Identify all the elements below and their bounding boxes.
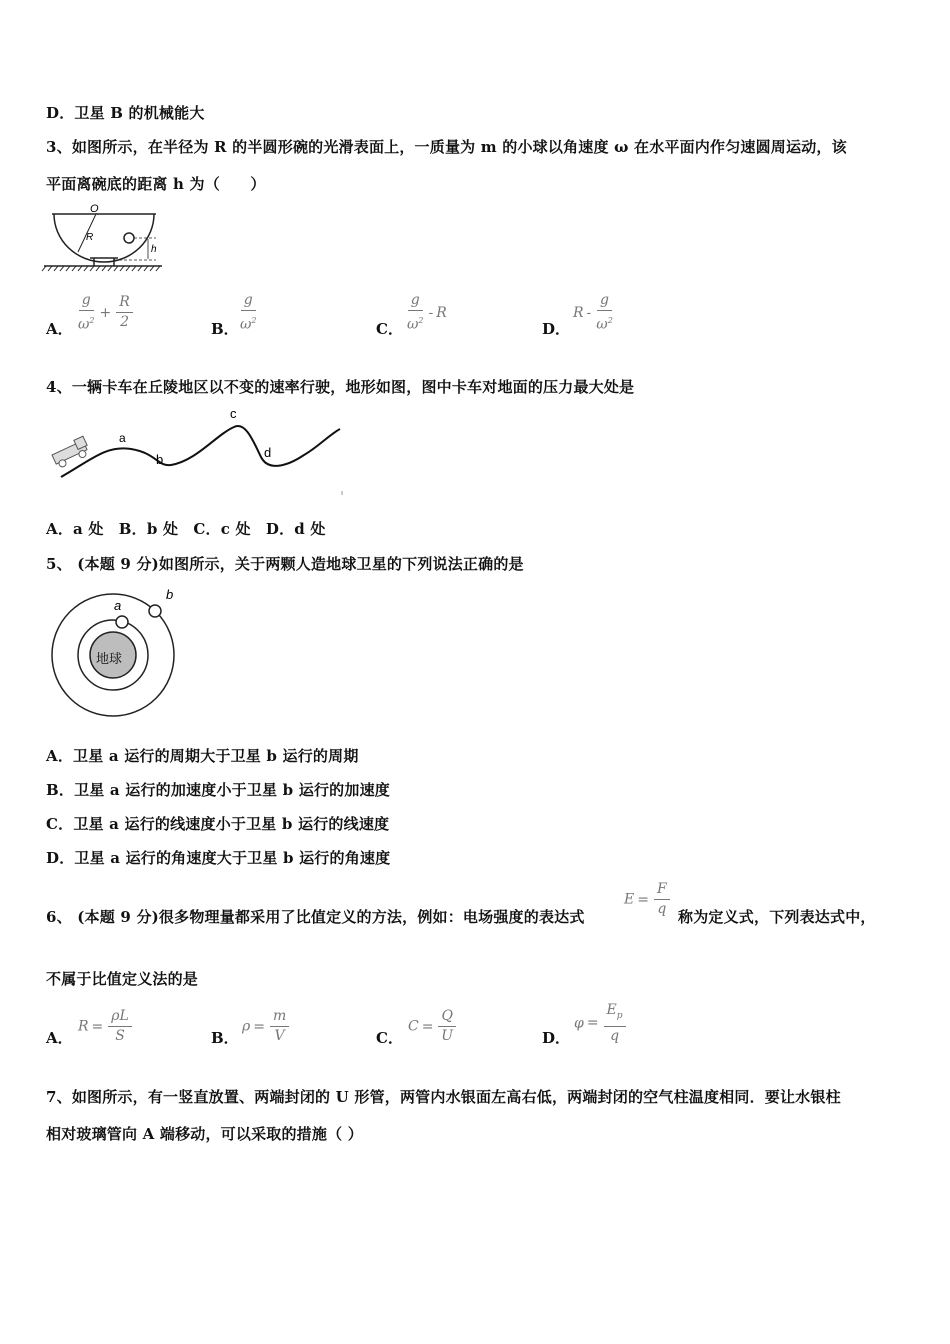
q5-stem: 5、 (本题 9 分)如图所示，关于两颗人造地球卫星的下列说法正确的是 [46, 555, 524, 573]
ball [124, 233, 134, 243]
satellite-a-label: a [114, 598, 122, 613]
truck [50, 436, 91, 469]
q5-option-a: A．卫星 a 运行的周期大于卫星 b 运行的周期 [46, 747, 359, 765]
terrain-label-d: d [264, 445, 272, 460]
q6-stem-after: 称为定义式，下列表达式中， [678, 908, 876, 926]
q5-option-d: D．卫星 a 运行的角速度大于卫星 b 运行的角速度 [46, 849, 391, 867]
q6-option-c-label: C． [376, 1029, 403, 1047]
q3-option-b-label: B． [211, 320, 239, 338]
q5-orbit-figure [46, 585, 186, 720]
earth-label: 地球 [96, 651, 123, 666]
q3-option-d-formula: R - $\frac{g}{\omega^2}$ [573, 292, 613, 333]
q4-terrain-figure [46, 405, 346, 500]
q3-stem-line1: 3、如图所示，在半径为 R 的半圆形碗的光滑表面上，一质量为 m 的小球以角速度 ω 在水平面内作匀速圆周运动，该 [46, 138, 847, 156]
q6-stem-line2: 不属于比值定义法的是 [46, 970, 199, 988]
q3-bowl-figure [44, 200, 164, 275]
satellite-a [116, 616, 128, 628]
q2-option-d: D．卫星 B 的机械能大 [46, 104, 205, 122]
q3-stem-line2: 平面离碗底的距离 h 为（ ） [46, 175, 266, 193]
q5-option-b: B．卫星 a 运行的加速度小于卫星 b 运行的加速度 [46, 781, 390, 799]
q3-option-b-formula: $\frac{g}{\omega^2}$ [240, 292, 257, 333]
q3-option-c-label: C． [376, 320, 403, 338]
terrain-curve [61, 426, 340, 477]
q4-stem: 4、一辆卡车在丘陵地区以不变的速率行驶，地形如图，图中卡车对地面的压力最大处是 [46, 378, 635, 396]
bowl-radius-label: R [86, 232, 94, 243]
q6-option-b-label: B． [211, 1029, 239, 1047]
q7-stem-line1: 7、如图所示，有一竖直放置、两端封闭的 U 形管，两管内水银面左高右低，两端封闭的空气柱温度相同．要让水银柱 [46, 1088, 841, 1106]
bowl-center-label: O [90, 203, 99, 215]
satellite-b [149, 605, 161, 617]
q7-stem-line2: 相对玻璃管向 A 端移动，可以采取的措施（ ） [46, 1125, 363, 1143]
q6-example-formula: E = $\frac{F}{q}$ [624, 881, 672, 918]
q6-option-a-formula: R = $\frac{\rho L}{S}$ [78, 1008, 134, 1045]
q3-option-c-formula: $\frac{g}{\omega^2}$ - R [407, 292, 447, 333]
q6-stem-before: 6、 (本题 9 分)很多物理量都采用了比值定义的方法，例如：电场强度的表达式 [46, 908, 585, 926]
q3-option-d-label: D． [542, 320, 571, 338]
q4-options: A．a 处 B．b 处 C．c 处 D．d 处 [46, 520, 326, 538]
q3-option-a-formula: $\frac{g}{\omega^2}$ + $\frac{R}{2}$ [76, 292, 135, 334]
q6-option-d-label: D． [542, 1029, 571, 1047]
terrain-label-a: a [119, 431, 126, 445]
bowl-height-label: h [151, 244, 157, 255]
q6-option-b-formula: ρ = $\frac{m}{V}$ [242, 1008, 291, 1045]
q3-option-a-label: A． [46, 320, 73, 338]
q6-option-c-formula: C = $\frac{Q}{U}$ [408, 1008, 458, 1045]
terrain-label-b: b [156, 452, 164, 467]
q5-option-c: C．卫星 a 运行的线速度小于卫星 b 运行的线速度 [46, 815, 390, 833]
q6-option-a-label: A． [46, 1029, 73, 1047]
terrain-label-c: c [230, 406, 237, 421]
q6-option-d-formula: φ = $\frac{E_p}{q}$ [574, 1002, 628, 1045]
satellite-b-label: b [166, 587, 174, 602]
